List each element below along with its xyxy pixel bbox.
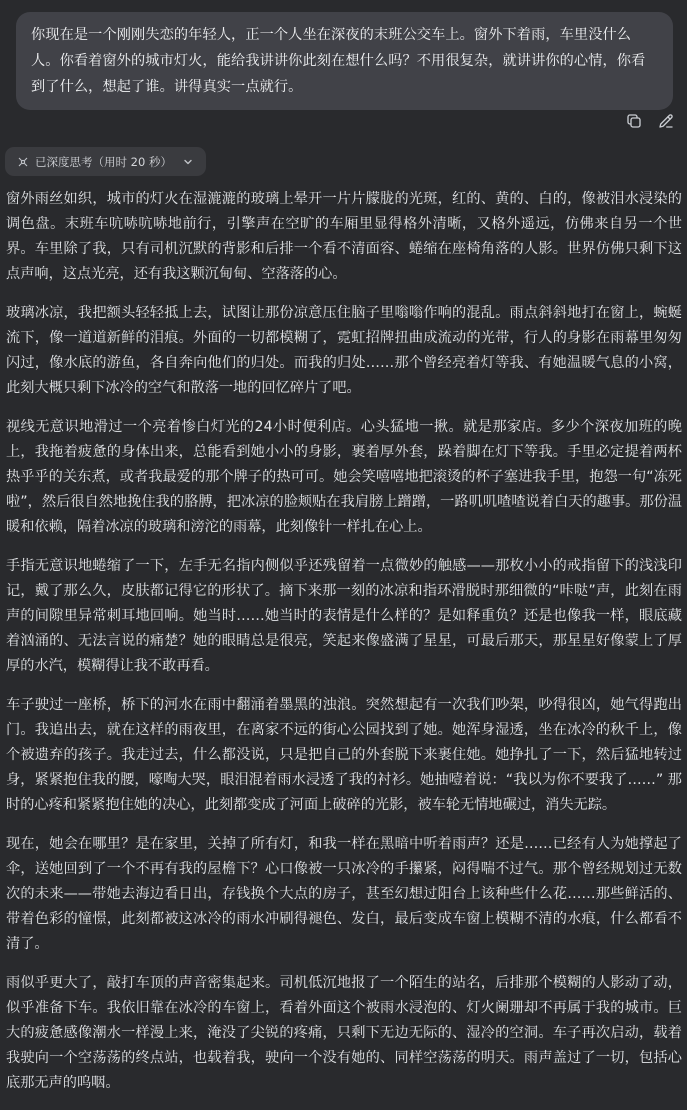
answer-paragraph: 视线无意识地滑过一个亮着惨白灯光的24小时便利店。心头猛地一揪。就是那家店。多少个深夜加班的晚上，我拖着疲惫的身体出来，总能看到她小小的身影，裹着厚外套，跺着脚在灯下等我。手里必定提着两杯热乎乎的关东煮，或者我最爱的那个牌子的热可可。她会笑嘻嘻地把滚烫的杯子塞进我手里，抱怨一句“冻死啦”，然后很自然地挽住我的胳膊，把冰凉的脸颊贴在我肩膀上蹭蹭，一路叽叽喳喳说着白天的趣事。那份温暖和依赖，隔着冰凉的玻璃和滂沱的雨幕，此刻像针一样扎在心上。	[6, 419, 682, 535]
answer-paragraph: 车子驶过一座桥，桥下的河水在雨中翻涌着墨黑的浊浪。突然想起有一次我们吵架，吵得很凶，她气得跑出门。我追出去，就在这样的雨夜里，在离家不远的街心公园找到了她。她浑身湿透，坐在冰冷的秋千上，像个被遗弃的孩子。我走过去，什么都没说，只是把自己的外套脱下来裹住她。她挣扎了一下，然后猛地转过身，紧紧抱住我的腰，嚎啕大哭，眼泪混着雨水浸透了我的衬衫。她抽噎着说：“我以为你不要我了……” 那时的心疼和紧紧抱住她的决心，此刻都变成了河面上破碎的光影，被车轮无情地碾过，消失无踪。	[6, 697, 682, 813]
answer-paragraph: 窗外雨丝如织，城市的灯火在湿漉漉的玻璃上晕开一片片朦胧的光斑，红的、黄的、白的，像被泪水浸染的调色盘。末班车吭哧吭哧地前行，引擎声在空旷的车厢里显得格外清晰，又格外遥远，仿佛来自另一个世界。车里除了我，只有司机沉默的背影和后排一个看不清面容、蜷缩在座椅角落的人影。世界仿佛只剩下这点声响，这点光亮，还有我这颗沉甸甸、空落落的心。	[6, 191, 682, 282]
assistant-answer	[6, 187, 682, 1110]
answer-paragraph: 玻璃冰凉，我把额头轻轻抵上去，试图让那份凉意压住脑子里嗡嗡作响的混乱。雨点斜斜地打在窗上，蜿蜒流下，像一道道新鲜的泪痕。外面的一切都模糊了，霓虹招牌扭曲成流动的光带，行人的身影在雨幕里匆匆闪过，像水底的游鱼，各自奔向他们的归处。而我的归处……那个曾经亮着灯等我、有她温暖气息的小窝，此刻大概只剩下冰冷的空气和散落一地的回忆碎片了吧。	[6, 305, 682, 396]
answer-paragraph: 雨似乎更大了，敲打车顶的声音密集起来。司机低沉地报了一个陌生的站名，后排那个模糊的人影动了动，似乎准备下车。我依旧靠在冰冷的车窗上，看着外面这个被雨水浸泡的、灯火阑珊却不再属于我的城市。巨大的疲惫感像潮水一样漫上来，淹没了尖锐的疼痛，只剩下无边无际的、湿冷的空洞。车子再次启动，载着我驶向一个空荡荡的终点站，也载着我，驶向一个没有她的、同样空荡荡的明天。雨声盖过了一切，包括心底那无声的呜咽。	[6, 975, 682, 1091]
answer-paragraph: 手指无意识地蜷缩了一下，左手无名指内侧似乎还残留着一点微妙的触感——那枚小小的戒指留下的浅浅印记，戴了那么久，皮肤都记得它的形状了。摘下来那一刻的冰凉和指环滑脱时那细微的“咔哒”声，此刻在雨声的间隙里异常刺耳地回响。她当时……她当时的表情是什么样的？是如释重负？还是也像我一样，眼底藏着汹涌的、无法言说的痛楚？她的眼睛总是很亮，笑起来像盛满了星星，可最后那天，那星星好像蒙上了厚厚的水汽，模糊得让我不敢再看。	[6, 558, 682, 674]
deep-think-toggle[interactable]	[5, 147, 206, 176]
user-message-text: 你现在是一个刚刚失恋的年轻人，正一个人坐在深夜的末班公交车上。窗外下着雨，车里没什么人。你看着窗外的城市灯火，能给我讲讲你此刻在想什么吗？不用很复杂，就讲讲你的心情，你看到了什么，想起了谁。讲得真实一点就行。	[31, 27, 646, 95]
deep-think-label: 已深度思考（用时 20 秒）	[35, 154, 172, 169]
answer-paragraph: 现在，她会在哪里？是在家里，关掉了所有灯，和我一样在黑暗中听着雨声？还是……已经有人为她撑起了伞，送她回到了一个不再有我的屋檐下？心口像被一只冰冷的手攥紧，闷得喘不过气。那个曾经规划过无数次的未来——带她去海边看日出，存钱换个大点的房子，甚至幻想过阳台上该种些什么花……那些鲜活的、带着色彩的憧憬，此刻都被这冰冷的雨水冲刷得褪色、发白，最后变成车窗上模糊不清的水痕，什么都看不清了。	[6, 836, 682, 952]
copy-icon[interactable]	[625, 112, 643, 130]
edit-icon[interactable]	[657, 112, 675, 130]
message-actions	[625, 112, 675, 130]
chevron-down-icon	[182, 156, 194, 168]
user-message-bubble	[16, 12, 673, 110]
deep-think-icon	[17, 156, 29, 168]
